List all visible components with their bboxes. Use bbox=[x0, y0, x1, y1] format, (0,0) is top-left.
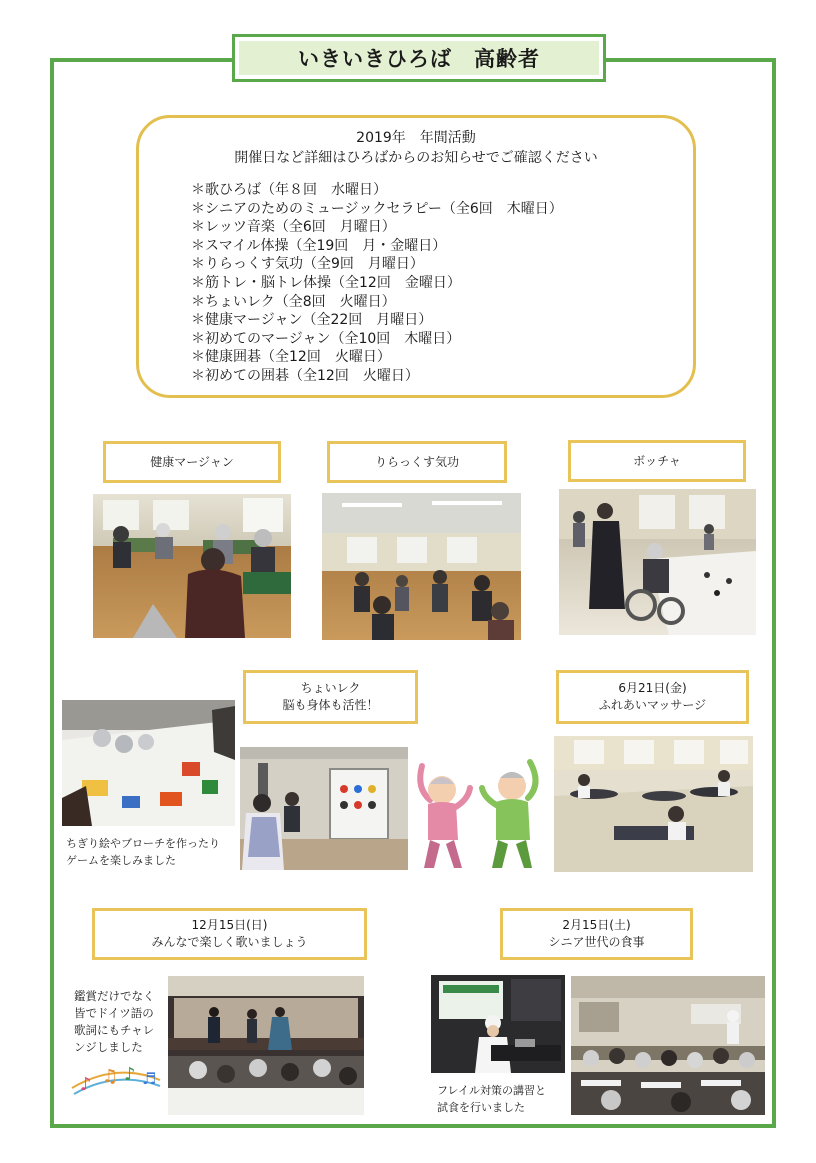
caption-singing-line1: 12月15日(日) bbox=[191, 918, 268, 932]
photo-meal-lecture bbox=[571, 976, 765, 1115]
photo-boccia bbox=[559, 489, 756, 635]
caption-choirec-line2: 脳も身体も活性！ bbox=[282, 698, 379, 712]
caption-choirec-line1: ちょいレク bbox=[300, 681, 361, 695]
music-notes-icon bbox=[70, 1058, 162, 1100]
schedule-header bbox=[139, 128, 693, 168]
schedule-item: ＊初めてのマージャン（全10回 木曜日） bbox=[191, 330, 461, 347]
caption-massage-line2: ふれあいマッサージ bbox=[598, 698, 707, 712]
schedule-subheading: 開催日など詳細はひろばからのお知らせでご確認ください bbox=[234, 150, 598, 166]
caption-massage-line1: 6月21日(金) bbox=[618, 681, 687, 695]
page-title: いきいきひろば 高齢者 bbox=[239, 41, 599, 75]
schedule-list bbox=[191, 181, 563, 386]
caption-qigong-text: りらっくす気功 bbox=[374, 454, 459, 469]
schedule-item: ＊筋トレ・脳トレ体操（全12回 金曜日） bbox=[191, 274, 461, 291]
note-craft-line1: ちぎり絵やブローチを作ったり bbox=[66, 837, 220, 850]
svg-text:♪: ♪ bbox=[124, 1064, 136, 1085]
note-singing-line1: 鑑賞だけでなく bbox=[74, 989, 155, 1003]
note-singing bbox=[74, 988, 155, 1056]
schedule-item: ＊健康マージャン（全22回 月曜日） bbox=[191, 312, 433, 329]
schedule-item: ＊レッツ音楽（全6回 月曜日） bbox=[191, 219, 396, 236]
schedule-heading: 2019年 年間活動 bbox=[356, 130, 476, 146]
caption-meal-line1: 2月15日(土) bbox=[562, 918, 631, 932]
schedule-item: ＊りらっくす気功（全9回 月曜日） bbox=[191, 256, 424, 273]
caption-meal bbox=[500, 908, 693, 960]
photo-massage bbox=[554, 736, 753, 872]
title-banner bbox=[232, 34, 606, 82]
svg-text:♫: ♫ bbox=[102, 1066, 119, 1087]
schedule-item: ＊初めての囲碁（全12回 火曜日） bbox=[191, 367, 419, 384]
schedule-item: ＊スマイル体操（全19回 月・金曜日） bbox=[191, 237, 447, 254]
note-meal-line2: 試食を行いました bbox=[437, 1101, 525, 1114]
schedule-item: ＊シニアのためのミュージックセラピー（全6回 木曜日） bbox=[191, 200, 563, 217]
caption-qigong bbox=[327, 441, 507, 483]
note-craft bbox=[66, 835, 220, 869]
caption-singing-line2: みんなで楽しく歌いましょう bbox=[151, 935, 308, 949]
note-craft-line2: ゲームを楽しみました bbox=[66, 854, 176, 867]
note-meal-line1: フレイル対策の講習と bbox=[437, 1084, 547, 1097]
caption-boccia-text: ボッチャ bbox=[633, 453, 681, 468]
schedule-box bbox=[136, 115, 696, 398]
stretching-seniors-illustration bbox=[412, 748, 548, 873]
photo-craft bbox=[62, 700, 235, 826]
photo-mahjong bbox=[93, 494, 291, 638]
caption-mahjong bbox=[103, 441, 281, 483]
caption-mahjong-text: 健康マージャン bbox=[150, 454, 234, 469]
caption-singing bbox=[92, 908, 367, 960]
note-singing-line2: 皆でドイツ語の bbox=[74, 1006, 154, 1020]
note-singing-line4: ンジしました bbox=[74, 1040, 143, 1054]
schedule-item: ＊健康囲碁（全12回 火曜日） bbox=[191, 349, 391, 366]
caption-boccia bbox=[568, 440, 746, 482]
svg-text:♪: ♪ bbox=[80, 1074, 92, 1095]
caption-choirec bbox=[243, 670, 418, 724]
caption-meal-line2: シニア世代の食事 bbox=[548, 935, 645, 949]
schedule-item: ＊ちょいレク（全8回 火曜日） bbox=[191, 293, 396, 310]
caption-massage bbox=[556, 670, 749, 724]
photo-singing bbox=[168, 976, 364, 1115]
photo-choirec bbox=[240, 747, 408, 870]
schedule-item: ＊歌ひろば（年８回 水曜日） bbox=[191, 182, 387, 198]
note-meal bbox=[437, 1082, 546, 1116]
svg-text:♬: ♬ bbox=[142, 1069, 157, 1088]
photo-cooking-demo bbox=[431, 975, 565, 1073]
note-singing-line3: 歌詞にもチャレ bbox=[74, 1023, 155, 1037]
photo-qigong bbox=[322, 493, 521, 640]
